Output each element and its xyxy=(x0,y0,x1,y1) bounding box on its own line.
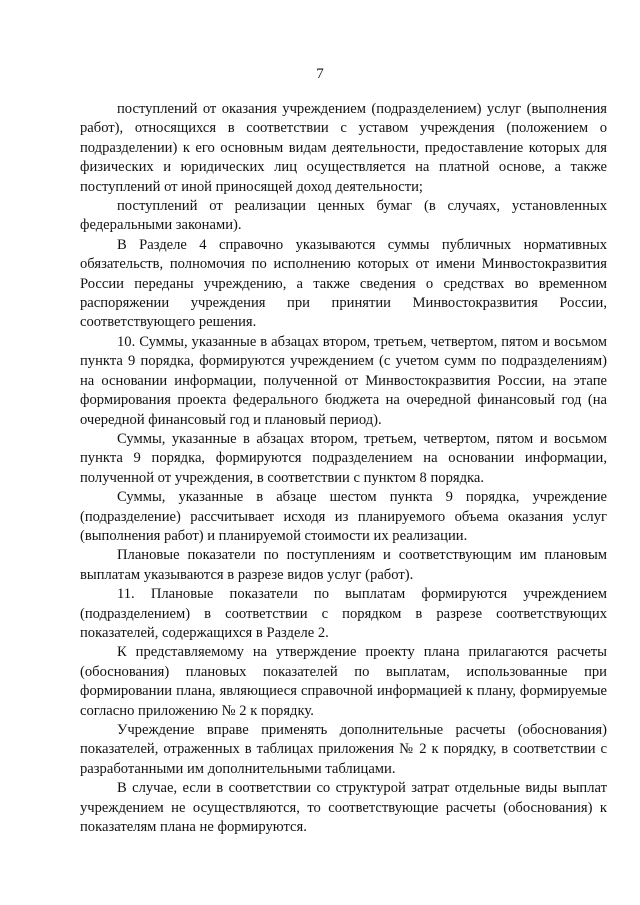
page-number: 7 xyxy=(316,66,324,82)
document-body xyxy=(80,100,607,837)
paragraph-8: 11. Плановые показатели по выплатам формируются учреждением (подразделением) в соответствии с порядком в разрезе соответствующих показателей, содержащихся в Разделе 2. xyxy=(80,586,607,641)
paragraph-4: 10. Суммы, указанные в абзацах втором, третьем, четвертом, пятом и восьмом пункта 9 порядка, формируются учреждением (с учетом сумм по подразделениям) на основании информации, полученной от Минвостокразвития России, на этапе формирования проекта федерального бюджета на очередной финансовый год (на очередной финансовый год и плановый период). xyxy=(80,333,607,428)
paragraph-3: В Разделе 4 справочно указываются суммы публичных нормативных обязательств, полномочия по исполнению которых от имени Минвостокразвития России переданы учреждению, а также сведения о средствах во временном распоряжении учреждения при принятии Минвостокразвития России, соответствующего решения. xyxy=(80,236,607,331)
paragraph-9: К представляемому на утверждение проекту плана прилагаются расчеты (обоснования) плановых показателей по выплатам, использованные при формировании плана, являющиеся справочной информацией к плану, формируемые согласно приложению № 2 к порядку. xyxy=(80,644,607,719)
paragraph-2: поступлений от реализации ценных бумаг (в случаях, установленных федеральными законами). xyxy=(80,198,607,234)
paragraph-6: Суммы, указанные в абзаце шестом пункта 9 порядка, учреждение (подразделение) рассчитывает исходя из планируемого объема оказания услуг (выполнения работ) и планируемой стоимости их реализации. xyxy=(80,489,607,544)
paragraph-1: поступлений от оказания учреждением (подразделением) услуг (выполнения работ), относящихся в соответствии с уставом учреждения (положением о подразделении) к его основным видам деятельности, предоставление которых для физических и юридических лиц осуществляется на платной основе, а также поступлений от иной приносящей доход деятельности; xyxy=(80,101,607,195)
paragraph-7: Плановые показатели по поступлениям и соответствующим им плановым выплатам указываются в разрезе видов услуг (работ). xyxy=(80,547,607,583)
paragraph-5: Суммы, указанные в абзацах втором, третьем, четвертом, пятом и восьмом пункта 9 порядка, формируются подразделением на основании информации, полученной от учреждения, в соответствии с пунктом 8 порядка. xyxy=(80,430,607,486)
paragraph-10: Учреждение вправе применять дополнительные расчеты (обоснования) показателей, отраженных в таблицах приложения № 2 к порядку, в соответствии с разработанными им дополнительными таблицами. xyxy=(80,722,607,777)
paragraph-11: В случае, если в соответствии со структурой затрат отдельные виды выплат учреждением не осуществляются, то соответствующие расчеты (обоснования) к показателям плана не формируются. xyxy=(80,780,607,836)
